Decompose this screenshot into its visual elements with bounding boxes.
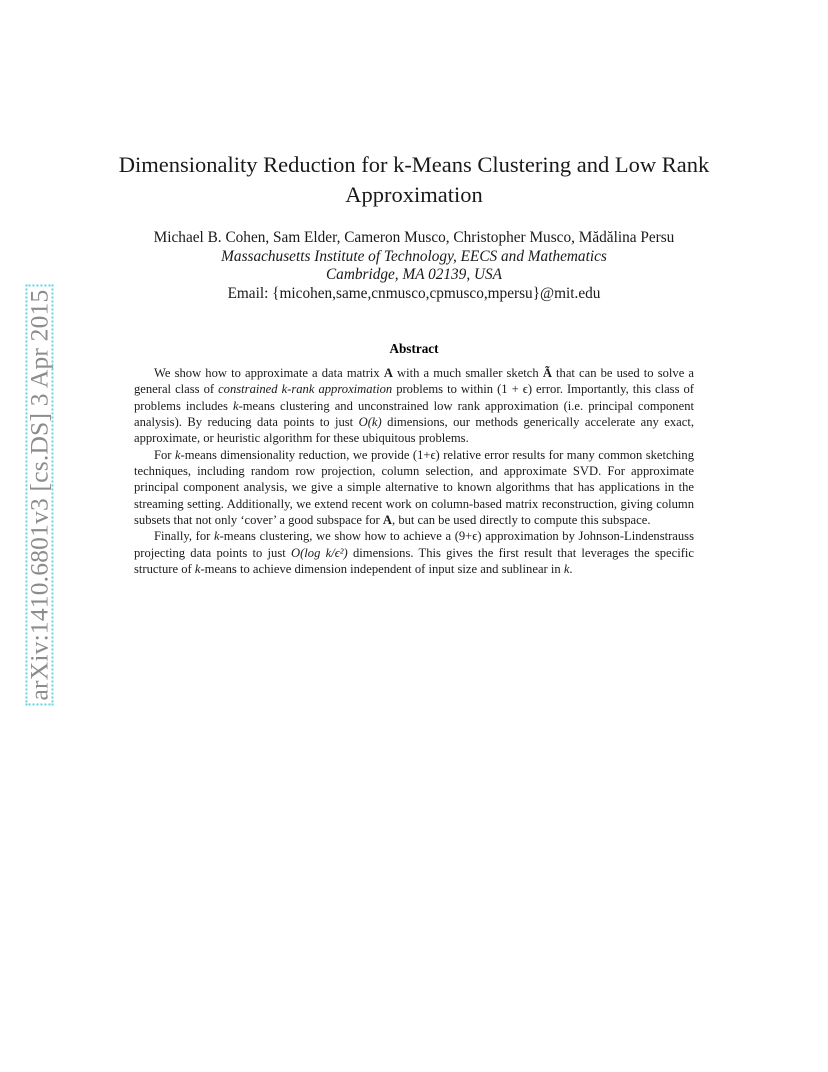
location: Cambridge, MA 02139, USA [325,266,503,283]
matrix-symbol: A [382,513,393,528]
math-expression: O(k) [358,415,382,430]
paper-title: Dimensionality Reduction for k-Means Clustering and Low Rank Approximation [118,152,710,207]
math-k: k [563,562,570,577]
emphasis-text: constrained k-rank approximation [218,382,393,397]
math-k: k [232,398,239,413]
math-k: k [174,447,181,462]
matrix-symbol: A [383,366,393,380]
arxiv-stamp [24,270,54,720]
affiliation: Massachusetts Institute of Technology, EECS and Mathematics [221,247,607,265]
abstract-body [134,365,694,577]
abstract-paragraph-1: We show how to approximate a data matrix A with a much smaller sketch Ã that can be used to solve a general class of constrained k-rank approximation problems to within (1 + ϵ) error. Importantly, this class of problems includes k-means clustering and unconstrained low rank approximation (i.e. principal component analysis). By reducing data points to just O(k) dimensions, our methods generically accelerate any exact, approximate, or heuristic algorithm for these ubiquitous problems. [134,366,695,446]
math-k: k [194,562,201,577]
email-line: Email: {micohen,same,cnmusco,cpmusco,mpersu}@mit.edu [227,284,601,302]
abstract-paragraph-2: For k-means dimensionality reduction, we provide (1+ϵ) relative error results for many common sketching techniques, including random row projection, column selection, and approximate SVD. For approximate principal component analysis, we give a simple alternative to known algorithms that has applications in the streaming setting. Additionally, we extend recent work on column-based matrix reconstruction, giving column subsets that not only ‘cover’ a good subspace for A, but can be used directly to compute this subspace. [134,447,694,528]
author-list: Michael B. Cohen, Sam Elder, Cameron Musco, Christopher Musco, Mădălina Persu [153,229,675,246]
math-expression: O(log k/ϵ²) [291,545,348,560]
abstract-paragraph-3: Finally, for k-means clustering, we show how to achieve a (9+ϵ) approximation by Johnson-Lindenstrauss projecting data points to just O(log k/ϵ²) dimensions. This gives the first result that leverages the specific structure of k-means to achieve dimension independent of input size and sublinear in k. [134,529,694,577]
arxiv-identifier[interactable]: arXiv:1410.6801v3 [cs.DS] 3 Apr 2015 [24,289,54,701]
author-block [80,229,748,303]
math-k: k [213,529,220,544]
abstract-heading: Abstract [389,341,439,356]
sketch-symbol: Ã [542,366,552,380]
